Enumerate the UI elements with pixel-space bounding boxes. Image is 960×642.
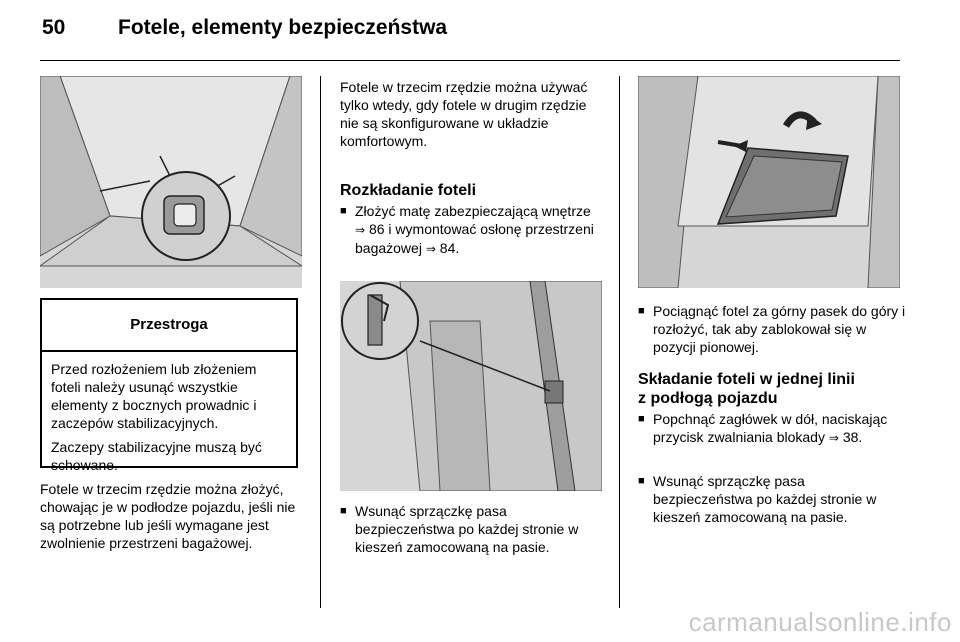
page-reference: 38. [842, 429, 863, 445]
section-heading-fold-flat [638, 370, 855, 408]
page-title: Fotele, elementy bezpieczeństwa [118, 16, 448, 39]
square-bullet-icon: ■ [638, 413, 645, 425]
illustration-seat-pull-up [638, 76, 900, 288]
list-item [638, 472, 900, 526]
col1-body-text: Fotele w trzecim rzędzie można złożyć, chowając je w podłodze pojazdu, jeśli nie są potrzebne lub jeśli wymagane jest zwolnienie przestrzeni bagażowej. [40, 481, 296, 551]
list-item [340, 502, 602, 556]
warning-title: Przestroga [42, 300, 296, 352]
figure-seat-unfold [638, 76, 900, 288]
page-number: 50 [42, 16, 66, 39]
page-reference: 84. [439, 240, 460, 256]
page-reference-arrow-icon: ⇒ [828, 431, 839, 445]
square-bullet-icon: ■ [638, 305, 645, 317]
bullet-text: Wsunąć sprzączkę pasa bezpieczeństwa po każdej stronie w kieszeń zamocowaną na pasie. [355, 503, 579, 555]
bullet-text: Pociągnąć fotel za górny pasek do góry i rozłożyć, tak aby zablokował się w pozycji pionowej. [653, 303, 906, 355]
page-reference-arrow-icon: ⇒ [355, 223, 366, 237]
heading-line-1: Składanie foteli w jednej linii [638, 371, 855, 388]
page-reference-arrow-icon: ⇒ [425, 242, 436, 256]
warning-paragraph-2: Zaczepy stabilizacyjne muszą być schowane. [51, 439, 262, 473]
figure-seatbelt-buckle [340, 281, 602, 491]
figure-stabilizer-hook [40, 76, 302, 288]
square-bullet-icon: ■ [340, 505, 347, 517]
col2-intro-text: Fotele w trzecim rzędzie można używać tylko wtedy, gdy fotele w drugim rzędzie nie są skonfigurowane w układzie komfortowym. [340, 79, 588, 149]
list-item [638, 410, 900, 447]
bullet-text: Złożyć matę zabezpieczającą wnętrze [355, 203, 591, 219]
page-reference: 86 [368, 221, 385, 237]
square-bullet-icon: ■ [638, 475, 645, 487]
bullet-text: i wymontować osłonę przestrzeni bagażowej [355, 221, 594, 256]
bullet-text: Wsunąć sprzączkę pasa bezpieczeństwa po każdej stronie w kieszeń zamocowaną na pasie. [653, 473, 877, 525]
warning-body [42, 352, 296, 474]
heading-line-2: z podłogą pojazdu [638, 390, 778, 407]
section-heading-unfold: Rozkładanie foteli [340, 182, 477, 199]
watermark: carmanualsonline.info [688, 607, 952, 637]
list-item [340, 202, 602, 258]
square-bullet-icon: ■ [340, 205, 347, 217]
column-divider-1 [320, 76, 321, 608]
warning-paragraph-1: Przed rozłożeniem lub złożeniem foteli należy usunąć wszystkie elementy z bocznych prowadnic i zaczepów stabilizacyjnych. [51, 361, 257, 431]
header-rule [40, 60, 900, 61]
illustration-trunk-side-hook [40, 76, 302, 288]
warning-box [40, 298, 298, 473]
illustration-seatbelt-pocket [340, 281, 602, 491]
column-divider-2 [619, 76, 620, 608]
bullet-text: Popchnąć zagłówek w dół, naciskając przycisk zwalniania blokady [653, 411, 888, 445]
list-item [638, 302, 906, 356]
